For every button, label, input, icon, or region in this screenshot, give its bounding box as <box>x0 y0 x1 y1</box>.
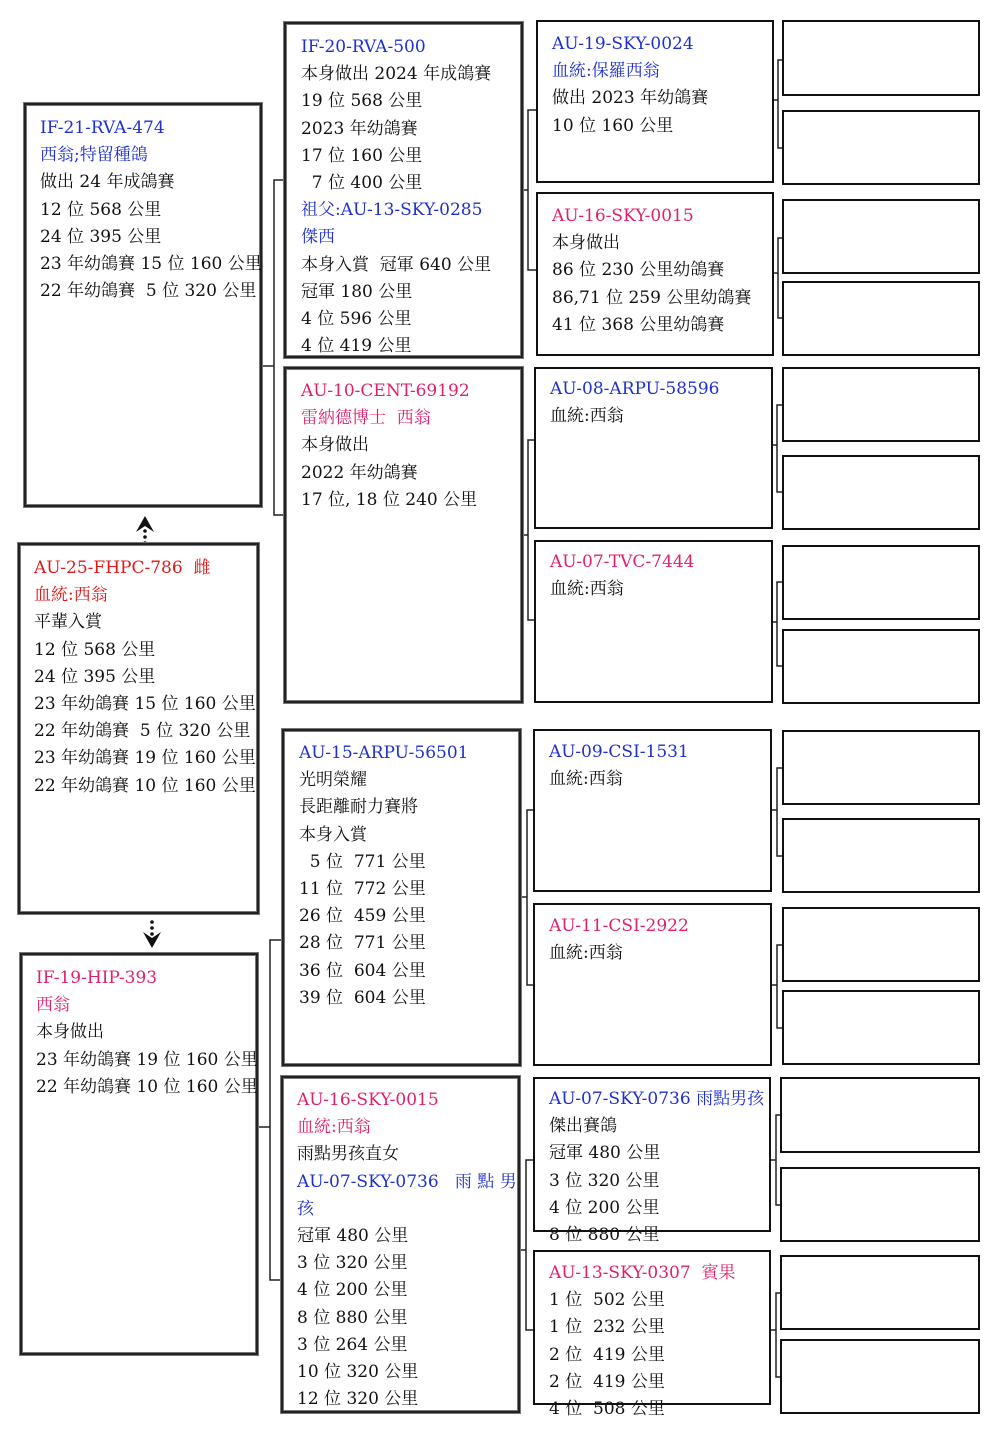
dam-dam-sire-ref-cont: 孩 <box>297 1198 314 1219</box>
dam-dam-detail: 4 位 200 公里 <box>297 1280 408 1301</box>
dam-card <box>20 953 258 1355</box>
subject-detail: 23 年幼鴿賽 15 位 160 公里 <box>34 694 256 715</box>
gen3-card <box>536 192 774 356</box>
dam-dam-detail: 10 位 320 公里 <box>297 1362 419 1383</box>
gen4-empty-card <box>780 1077 980 1153</box>
sire-detail: 做出 24 年成鴿賽 <box>40 172 175 193</box>
dam-sire-detail: 本身入賞 <box>299 824 367 845</box>
sire-dam-card <box>284 367 523 703</box>
gen4-empty-card <box>780 1255 980 1330</box>
dam-sire-detail: 11 位 772 公里 <box>299 879 426 900</box>
subject-detail: 12 位 568 公里 <box>34 639 156 660</box>
sire-bloodline: 西翁;特留種鴿 <box>40 145 148 166</box>
gen4-empty-card <box>782 730 980 805</box>
gen3-detail: 4 位 508 公里 <box>549 1399 665 1420</box>
gen3-ring-number: AU-09-CSI-1531 <box>549 742 689 762</box>
sire-dam-detail: 本身做出 <box>301 435 369 456</box>
dam-sire-detail: 36 位 604 公里 <box>299 960 426 981</box>
gen4-empty-card <box>782 990 980 1065</box>
gen4-empty-card <box>782 20 980 96</box>
subject-detail: 24 位 395 公里 <box>34 666 156 687</box>
gen3-detail: 1 位 232 公里 <box>549 1317 665 1338</box>
dam-dam-card <box>281 1076 520 1413</box>
gen3-bloodline: 血統:保羅西翁 <box>552 61 660 82</box>
gen4-empty-card <box>782 455 980 530</box>
sire-ring-number: IF-21-RVA-474 <box>40 118 165 138</box>
gen3-detail: 2 位 419 公里 <box>549 1371 665 1392</box>
gen3-detail: 2 位 419 公里 <box>549 1344 665 1365</box>
gen3-ring-number: AU-19-SKY-0024 <box>552 34 694 54</box>
sire-sire-card <box>284 22 523 358</box>
subject-ring-number: AU-25-FHPC-786 雌 <box>34 558 211 578</box>
gen3-detail: 8 位 880 公里 <box>549 1225 660 1246</box>
sire-detail: 12 位 568 公里 <box>40 199 162 220</box>
subject-detail: 23 年幼鴿賽 19 位 160 公里 <box>34 748 256 769</box>
sire-sire-grandsire-name: 傑西 <box>301 227 335 248</box>
gen3-detail: 本身做出 <box>552 233 620 254</box>
sire-sire-detail: 17 位 160 公里 <box>301 145 423 166</box>
gen3-card <box>536 20 774 183</box>
sire-sire-detail: 冠軍 180 公里 <box>301 281 413 302</box>
gen3-detail: 86,71 位 259 公里幼鴿賽 <box>552 287 752 308</box>
dam-detail: 本身做出 <box>36 1022 104 1043</box>
dam-bloodline: 西翁 <box>36 995 70 1016</box>
gen3-detail: 10 位 160 公里 <box>552 115 674 136</box>
dam-sire-detail: 長距離耐力賽將 <box>299 797 418 818</box>
gen3-detail: 做出 2023 年幼鴿賽 <box>552 88 709 109</box>
dam-dam-detail: 雨點男孩直女 <box>297 1144 399 1165</box>
sire-sire-detail: 7 位 400 公里 <box>301 173 423 194</box>
gen3-card <box>534 540 773 703</box>
gen4-empty-card <box>782 629 980 704</box>
gen3-ring-number: AU-07-TVC-7444 <box>550 552 695 572</box>
gen3-card <box>533 903 772 1066</box>
sire-sire-grandsire: 祖父:AU-13-SKY-0285 <box>301 200 483 221</box>
dam-sire-ring-number: AU-15-ARPU-56501 <box>299 743 469 763</box>
gen3-card <box>533 1250 771 1420</box>
gen3-detail: 86 位 230 公里幼鴿賽 <box>552 260 725 281</box>
gen3-card <box>533 729 772 892</box>
dam-dam-ring-number: AU-16-SKY-0015 <box>297 1090 439 1110</box>
dam-sire-detail: 26 位 459 公里 <box>299 906 426 927</box>
dam-detail: 22 年幼鴿賽 10 位 160 公里 <box>36 1076 258 1097</box>
gen3-ring-number: AU-11-CSI-2922 <box>549 916 689 936</box>
sire-sire-detail: 本身入賞 冠軍 640 公里 <box>301 254 492 275</box>
dam-sire-card <box>282 729 521 1066</box>
gen3-detail: 血統:西翁 <box>549 769 623 790</box>
gen4-empty-card <box>782 367 980 442</box>
subject-detail: 22 年幼鴿賽 5 位 320 公里 <box>34 721 251 742</box>
gen3-detail: 4 位 200 公里 <box>549 1197 660 1218</box>
sire-dam-detail: 2022 年幼鴿賽 <box>301 462 418 483</box>
sire-dam-detail: 17 位, 18 位 240 公里 <box>301 489 478 510</box>
dam-dam-detail: 3 位 264 公里 <box>297 1334 408 1355</box>
sire-dam-bloodline: 雷納德博士 西翁 <box>301 408 431 429</box>
subject-card <box>18 543 259 914</box>
gen3-ring-number: AU-07-SKY-0736 雨點男孩 <box>549 1089 765 1109</box>
sire-sire-detail: 2023 年幼鴿賽 <box>301 118 418 139</box>
gen4-empty-card <box>782 818 980 893</box>
dam-dam-sire-ref: AU-07-SKY-0736 雨 點 男 <box>297 1171 517 1192</box>
dam-dam-bloodline: 血統:西翁 <box>297 1117 371 1138</box>
gen3-detail: 冠軍 480 公里 <box>549 1143 661 1164</box>
dam-sire-detail: 5 位 771 公里 <box>299 851 426 872</box>
subject-bloodline: 血統:西翁 <box>34 585 108 606</box>
dam-dam-detail: 3 位 320 公里 <box>297 1253 408 1274</box>
sire-card <box>24 103 262 507</box>
gen4-empty-card <box>780 1339 980 1414</box>
gen3-card <box>533 1077 771 1246</box>
gen3-ring-number: AU-13-SKY-0307 賓果 <box>549 1263 736 1283</box>
sire-detail: 22 年幼鴿賽 5 位 320 公里 <box>40 281 257 302</box>
sire-detail: 23 年幼鴿賽 15 位 160 公里 <box>40 254 262 275</box>
sire-sire-detail: 本身做出 2024 年成鴿賽 <box>301 64 492 85</box>
subject-detail: 平輩入賞 <box>34 612 102 633</box>
dam-dam-detail: 冠軍 480 公里 <box>297 1226 409 1247</box>
gen3-detail: 41 位 368 公里幼鴿賽 <box>552 314 725 335</box>
gen3-detail: 3 位 320 公里 <box>549 1170 660 1191</box>
dam-sire-detail: 光明榮耀 <box>299 770 367 791</box>
sire-sire-detail: 4 位 596 公里 <box>301 309 412 330</box>
gen3-detail: 血統:西翁 <box>550 579 624 600</box>
gen4-empty-card <box>782 281 980 356</box>
gen3-ring-number: AU-16-SKY-0015 <box>552 206 694 226</box>
gen4-empty-card <box>782 907 980 982</box>
sire-sire-detail: 4 位 419 公里 <box>301 336 412 357</box>
sire-detail: 24 位 395 公里 <box>40 226 162 247</box>
gen3-detail: 1 位 502 公里 <box>549 1290 665 1311</box>
dam-sire-detail: 28 位 771 公里 <box>299 933 426 954</box>
gen3-ring-number: AU-08-ARPU-58596 <box>550 379 720 399</box>
gen3-detail: 血統:西翁 <box>549 943 623 964</box>
dam-ring-number: IF-19-HIP-393 <box>36 968 158 988</box>
dam-dam-detail: 8 位 880 公里 <box>297 1307 408 1328</box>
sire-sire-detail: 19 位 568 公里 <box>301 91 423 112</box>
gen4-empty-card <box>782 199 980 274</box>
sire-dam-ring-number: AU-10-CENT-69192 <box>301 381 470 401</box>
dam-sire-detail: 39 位 604 公里 <box>299 987 426 1008</box>
dam-dam-detail: 12 位 320 公里 <box>297 1389 419 1410</box>
gen4-empty-card <box>782 110 980 185</box>
subject-detail: 22 年幼鴿賽 10 位 160 公里 <box>34 775 256 796</box>
gen3-detail: 血統:西翁 <box>550 406 624 427</box>
gen4-empty-card <box>780 1167 980 1242</box>
gen4-empty-card <box>782 545 980 620</box>
sire-sire-ring-number: IF-20-RVA-500 <box>301 37 426 57</box>
gen3-detail: 傑出賽鴿 <box>549 1116 617 1137</box>
gen3-card <box>534 367 773 529</box>
dam-detail: 23 年幼鴿賽 19 位 160 公里 <box>36 1049 258 1070</box>
